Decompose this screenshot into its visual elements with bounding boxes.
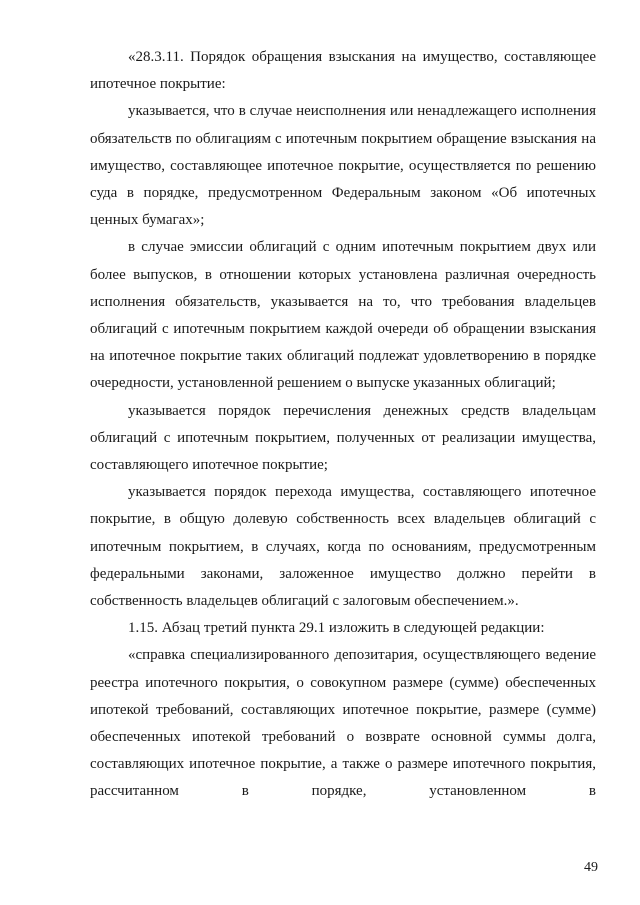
page-number: 49 [584, 860, 598, 875]
paragraph-1-15: 1.15. Абзац третий пункта 29.1 изложить в следующей редакции: [128, 620, 545, 637]
document-body [90, 44, 596, 806]
paragraph-funds-transfer: указывается порядок перечисления денежных средств владельцам облигаций с ипотечным покрытием, полученных от реализации имущества, составляющего ипотечное покрытие; [90, 402, 596, 474]
paragraph-property-transfer: указывается порядок перехода имущества, составляющего ипотечное покрытие, в общую долевую собственность всех владельцев облигаций с ипотечным покрытием, в случаях, когда по основаниям, предусмотренным федеральными законами, заложенное имущество должно перейти в собственность владельцев облигаций с залоговым обеспечением.». [90, 484, 596, 610]
paragraph-28-3-11-heading: «28.3.11. Порядок обращения взыскания на имущество, составляющее ипотечное покрытие: [90, 49, 596, 93]
paragraph-court-decision: указывается, что в случае неисполнения или ненадлежащего исполнения обязательств по облигациям с ипотечным покрытием обращение взыскания на имущество, составляющее ипотечное покрытие, осуществляется по решению суда в порядке, предусмотренном Федеральным законом «Об ипотечных ценных бумагах»; [90, 103, 596, 229]
paragraph-depositary-certificate: «справка специализированного депозитария, осуществляющего ведение реестра ипотечного покрытия, о совокупном размере (сумме) обеспеченных ипотекой требований, составляющих ипотечное покрытие, размере (сумме) обеспеченных ипотекой требований о возврате основной суммы долга, составляющих ипотечное покрытие, а также о размере ипотечного покрытия, рассчитанном в порядке, установленном в [90, 647, 596, 800]
paragraph-multiple-issues: в случае эмиссии облигаций с одним ипотечным покрытием двух или более выпусков, в отношении которых установлена различная очередность исполнения обязательств, указывается на то, что требования владельцев облигаций с ипотечным покрытием каждой очереди об обращении взыскания на ипотечное покрытие таких облигаций подлежат удовлетворению в порядке очередности, установленной решением о выпуске указанных облигаций; [90, 239, 596, 392]
